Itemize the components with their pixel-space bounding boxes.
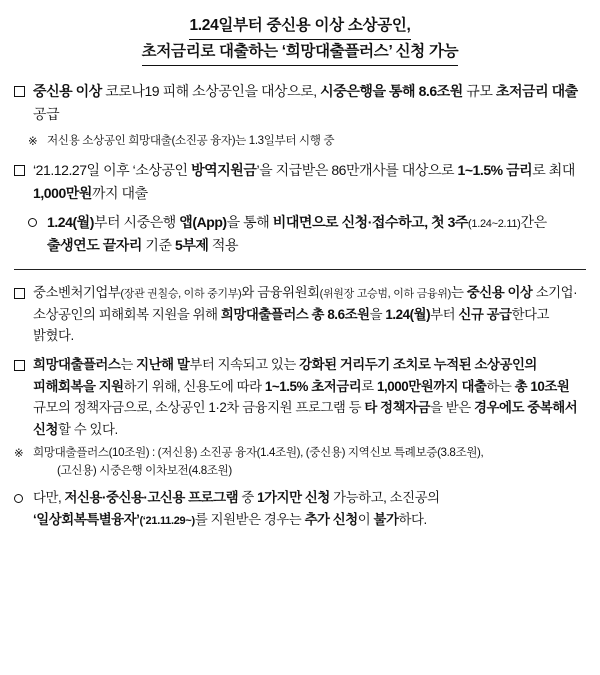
summary-item-1-note xyxy=(28,132,586,152)
body-note-line-1: 희망대출플러스(10조원) : (저신용) 소진공 융자(1.4조원), (중신용) 지역신보 특례보증(3.8조원), xyxy=(33,445,484,459)
summary-item-1 xyxy=(14,80,586,125)
summary-item-1-text: 중신용 이상 코로나19 피해 소상공인을 대상으로, 시중은행을 통해 8.6조원 규모 초저금리 대출 공급 xyxy=(33,83,578,122)
summary-item-3-text: 1.24(월)부터 시중은행 앱(App)을 통해 비대면으로 신청·접수하고, 첫 3주(1.24~2.11)간은 출생연도 끝자리 기준 5부제 적용 xyxy=(47,214,547,254)
body-item-2 xyxy=(14,354,586,441)
summary-item-2 xyxy=(14,159,586,204)
checkbox-icon xyxy=(14,80,33,102)
body-note-line-2: (고신용) 시중은행 이차보전(4.8조원) xyxy=(57,463,232,477)
checkbox-icon xyxy=(14,354,33,376)
body-item-3 xyxy=(14,487,586,531)
body-note xyxy=(14,444,586,480)
summary-item-2-text: ‘21.12.27일 이후 ‘소상공인 방역지원금’을 지급받은 86만개사를 대상으로 1~1.5% 금리로 최대 1,000만원까지 대출 xyxy=(33,162,575,201)
note-mark: ※ xyxy=(14,447,24,460)
page-title xyxy=(14,14,586,66)
section-divider xyxy=(14,269,586,270)
body-item-3-text: 다만, 저신용·중신용·고신용 프로그램 중 1가지만 신청 가능하고, 소진공의 ‘일상회복특별융자’(‘21.11.29~)를 지원받은 경우는 추가 신청이 불가하다. xyxy=(33,489,440,527)
bullet-circle-icon xyxy=(14,487,33,509)
body-note-text xyxy=(33,444,586,480)
summary-item-1-note-text: 저신용 소상공인 희망대출(소진공 융자)는 1.3일부터 시행 중 xyxy=(47,134,335,148)
title-line-1: 1.24일부터 중신용 이상 소상공인, xyxy=(189,14,410,40)
summary-section xyxy=(14,80,586,257)
note-mark: ※ xyxy=(28,136,38,149)
body-item-1 xyxy=(14,282,586,347)
bullet-circle-icon xyxy=(28,211,47,233)
body-item-2-text: 희망대출플러스는 지난해 말부터 지속되고 있는 강화된 거리두기 조치로 누적된 소상공인의 피해회복을 지원하기 위해, 신용도에 따라 1~1.5% 초저금리로 1,000만원까지 대출하는 총 10조원 규모의 정책자금으로, 소상공인 1·2차 금융지원 프로그램 등 타 정책자금을 받은 경우에도 중복해서 신청할 수 있다. xyxy=(33,357,578,438)
summary-item-3 xyxy=(28,211,586,256)
checkbox-icon xyxy=(14,282,33,304)
title-line-2: 초저금리로 대출하는 ‘희망대출플러스’ 신청 가능 xyxy=(142,40,459,66)
body-item-1-text: 중소벤처기업부(장관 권칠승, 이하 중기부)와 금융위원회(위원장 고승범, 이하 금융위)는 중신용 이상 소기업·소상공인의 피해회복 지원을 위해 희망대출플러스 총 8.6조원을 1.24(월)부터 신규 공급한다고 밝혔다. xyxy=(33,284,578,344)
checkbox-icon xyxy=(14,159,33,181)
body-section xyxy=(14,282,586,530)
